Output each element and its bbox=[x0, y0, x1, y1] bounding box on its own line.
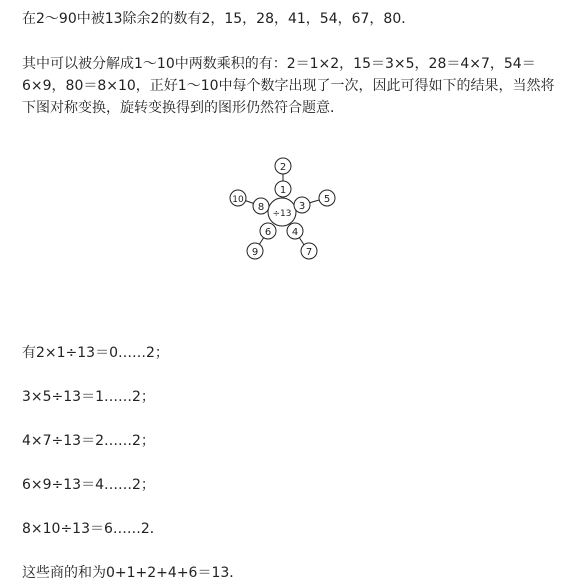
outer-label-5: 5 bbox=[323, 194, 331, 205]
inner-label-8: 8 bbox=[257, 202, 265, 213]
calculation-line: 3×5÷13＝1……2； bbox=[22, 389, 155, 405]
inner-label-4: 4 bbox=[291, 227, 299, 238]
inner-label-1: 1 bbox=[279, 185, 287, 196]
calculation-line: 有2×1÷13＝0……2； bbox=[22, 345, 169, 361]
explanation-paragraph: 其中可以被分解成1～10中两数乘积的有：2＝1×2，15＝3×5，28＝4×7，54＝6×9，80＝8×10，正好1～10中每个数字出现了一次，因此可得如下的结果，当然将下图对称变换，旋转变换得到的图形仍然符合题意． bbox=[22, 56, 555, 116]
calculation-line: 6×9÷13＝4……2； bbox=[22, 477, 155, 493]
intro-text: 在2～90中被13除余2的数有2，15，28，41，54，67，80． bbox=[22, 11, 416, 27]
calculation-line: 8×10÷13＝6……2． bbox=[22, 521, 164, 537]
inner-label-6: 6 bbox=[264, 227, 272, 238]
center-label: ÷13 bbox=[272, 209, 292, 219]
outer-label-2: 2 bbox=[279, 162, 287, 173]
outer-label-7: 7 bbox=[305, 247, 313, 258]
conclusion-text: 这些商的和为0+1+2+4+6＝13． bbox=[22, 565, 244, 581]
outer-label-10: 10 bbox=[232, 195, 244, 205]
outer-label-9: 9 bbox=[251, 247, 259, 258]
inner-label-3: 3 bbox=[298, 201, 306, 212]
calculation-line: 4×7÷13＝2……2； bbox=[22, 433, 155, 449]
